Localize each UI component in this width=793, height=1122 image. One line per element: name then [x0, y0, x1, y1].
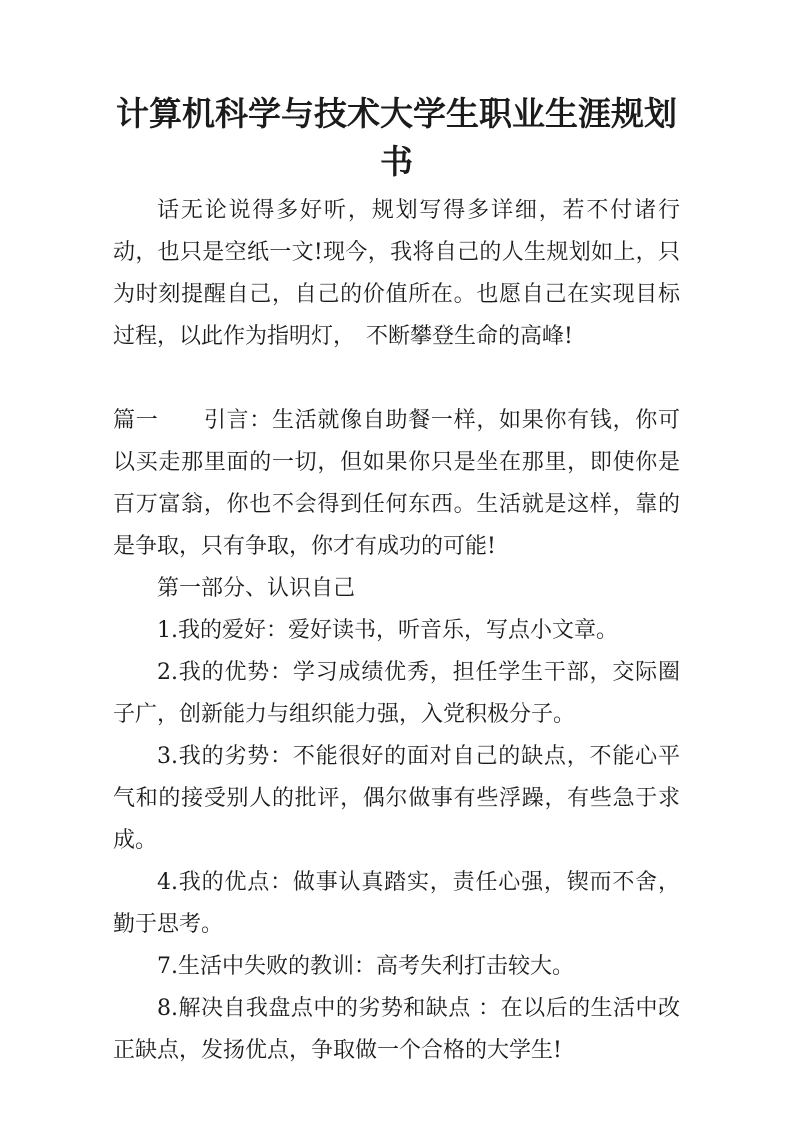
paragraph: 7.生活中失败的教训：高考失利打击较大。	[157, 954, 574, 979]
paragraph: 篇一 引言：生活就像自助餐一样，如果你有钱，你可以买走那里面的一切，但如果你只是坐在那里，即使你是百万富翁，你也不会得到任何东西。生活就是这样，靠的是争取，只有争取，你才有成功的可能!	[113, 408, 680, 559]
paragraph: 第一部分、认识自己	[157, 576, 356, 601]
document-title: 计算机科学与技术大学生职业生涯规划书	[116, 94, 677, 181]
paragraph: 话无论说得多好听，规划写得多详细，若不付诸行动，也只是空纸一文!现今，我将自己的人生规划如上，只为时刻提醒自己，自己的价值所在。也愿自己在实现目标过程，以此作为指明灯， 不断攀登生命的高峰!	[113, 198, 680, 349]
paragraph: 3.我的劣势：不能很好的面对自己的缺点，不能心平气和的接受别人的批评，偶尔做事有些浮躁，有些急于求成。	[113, 744, 680, 853]
paragraph: 1.我的爱好：爱好读书，听音乐，写点小文章。	[157, 618, 618, 643]
paragraph: 2.我的优势：学习成绩优秀，担任学生干部，交际圈子广，创新能力与组织能力强，入党积极分子。	[113, 660, 680, 727]
document-body	[113, 190, 680, 1072]
paragraph: 8.解决自我盘点中的劣势和缺点 ：在以后的生活中改正缺点，发扬优点，争取做一个合格的大学生!	[113, 996, 680, 1063]
empty-paragraph	[113, 358, 680, 400]
paragraph: 4.我的优点：做事认真踏实，责任心强，锲而不舍，勤于思考。	[113, 870, 680, 937]
